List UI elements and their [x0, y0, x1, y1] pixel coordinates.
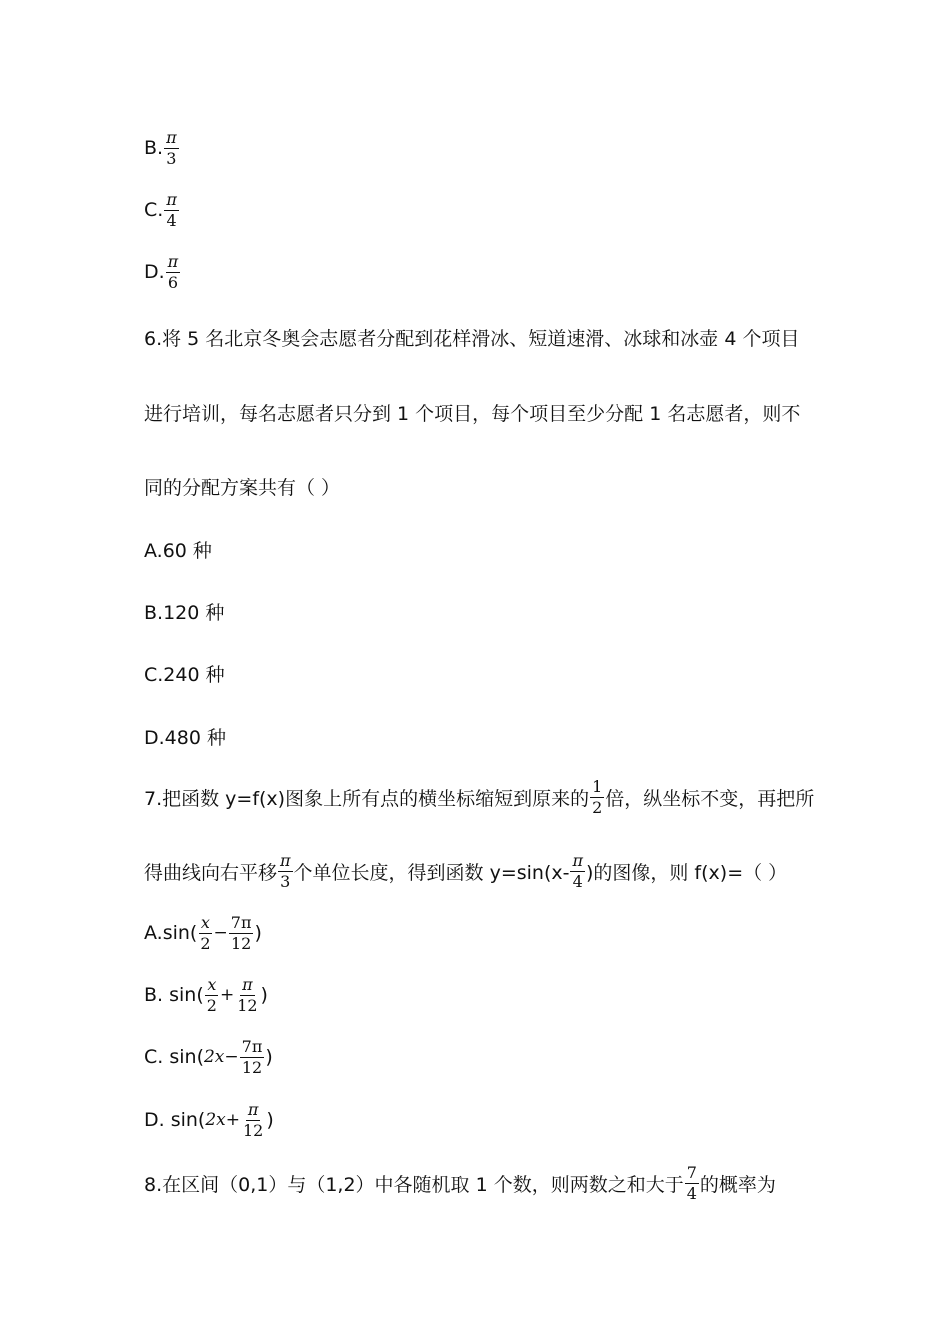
fraction-numerator: x [200, 912, 210, 932]
operator: − [224, 1047, 239, 1067]
text: 7.把函数 y=f(x)图象上所有点的横坐标缩短到原来的 [144, 787, 590, 810]
q6-option-b: B.120 种 [144, 601, 225, 624]
fraction [164, 189, 179, 230]
fraction [240, 1036, 265, 1077]
close-paren: ) [265, 1046, 273, 1068]
q8-stem-line-1 [144, 1163, 776, 1203]
q6-stem-line-1: 6.将 5 名北京冬奥会志愿者分配到花样滑冰、短道速滑、冰球和冰壶 4 个项目 [144, 327, 800, 350]
fraction-numerator: 7π [241, 1036, 263, 1056]
fraction-numerator: π [572, 850, 583, 870]
q6-stem-line-2: 进行培训，每名志愿者只分到 1 个项目，每个项目至少分配 1 名志愿者，则不 [144, 402, 801, 425]
expression: 2x [203, 1047, 225, 1067]
option-label: A.sin( [144, 922, 198, 944]
fraction [205, 974, 219, 1015]
text: 个单位长度，得到函数 y=sin(x- [293, 861, 570, 884]
fraction-denominator: 6 [167, 272, 179, 292]
q7-option-c [144, 1037, 273, 1077]
fraction [241, 1099, 265, 1140]
fraction [198, 912, 212, 953]
operator: + [219, 985, 235, 1005]
fraction-denominator: 12 [241, 1057, 263, 1077]
option-label: C. sin( [144, 1046, 204, 1068]
option-label: C. [144, 199, 164, 221]
fraction-numerator: π [242, 974, 253, 994]
option-label: D. sin( [144, 1109, 206, 1131]
fraction [235, 974, 259, 1015]
q5-option-c [144, 190, 180, 230]
q6-stem-line-3: 同的分配方案共有（ ） [144, 476, 341, 499]
fraction-denominator: 2 [206, 995, 217, 1015]
expression: 2x [205, 1110, 226, 1130]
fraction [590, 776, 604, 817]
fraction-numerator: π [167, 251, 179, 271]
q7-option-b [144, 975, 268, 1015]
fraction [166, 251, 181, 292]
fraction-numerator: 7 [686, 1162, 697, 1182]
fraction-denominator: 2 [592, 797, 603, 817]
close-paren: ) [254, 922, 262, 944]
fraction [229, 912, 254, 953]
fraction-denominator: 12 [237, 995, 258, 1015]
fraction-numerator: π [166, 127, 177, 147]
option-label: D. [144, 261, 165, 283]
q7-stem-line-1 [144, 777, 814, 817]
fraction-numerator: π [247, 1099, 259, 1119]
fraction-numerator: 7π [230, 912, 252, 932]
q6-option-a: A.60 种 [144, 539, 212, 562]
fraction-denominator: 12 [230, 933, 252, 953]
fraction-denominator: 4 [686, 1183, 697, 1203]
option-label: B. sin( [144, 984, 204, 1006]
q7-option-d [144, 1100, 274, 1140]
fraction [570, 850, 585, 891]
text: 8.在区间（0,1）与（1,2）中各随机取 1 个数，则两数之和大于 [144, 1173, 684, 1196]
text: )的图像，则 f(x)=（ ） [585, 861, 788, 884]
fraction [164, 127, 179, 168]
text: 得曲线向右平移 [144, 861, 278, 884]
text: 的概率为 [699, 1173, 776, 1196]
operator: + [225, 1110, 240, 1130]
q7-option-a [144, 913, 262, 953]
close-paren: ) [260, 984, 268, 1006]
fraction-denominator: 4 [572, 871, 583, 891]
fraction-numerator: x [207, 974, 217, 994]
operator: − [213, 923, 228, 943]
fraction-numerator: π [166, 189, 177, 209]
fraction [278, 850, 293, 891]
q6-option-d: D.480 种 [144, 726, 226, 749]
fraction-denominator: 2 [200, 933, 211, 953]
fraction-denominator: 3 [166, 148, 177, 168]
close-paren: ) [266, 1109, 274, 1131]
fraction-numerator: π [280, 850, 291, 870]
option-label: B. [144, 137, 164, 159]
q5-option-d [144, 252, 181, 292]
text: 倍，纵坐标不变，再把所 [605, 787, 815, 810]
fraction-denominator: 4 [166, 210, 177, 230]
q7-stem-line-2 [144, 851, 787, 891]
fraction-denominator: 3 [280, 871, 291, 891]
fraction [685, 1162, 699, 1203]
q6-option-c: C.240 种 [144, 663, 225, 686]
q5-option-b [144, 128, 180, 168]
fraction-denominator: 12 [243, 1120, 264, 1140]
fraction-numerator: 1 [592, 776, 603, 796]
